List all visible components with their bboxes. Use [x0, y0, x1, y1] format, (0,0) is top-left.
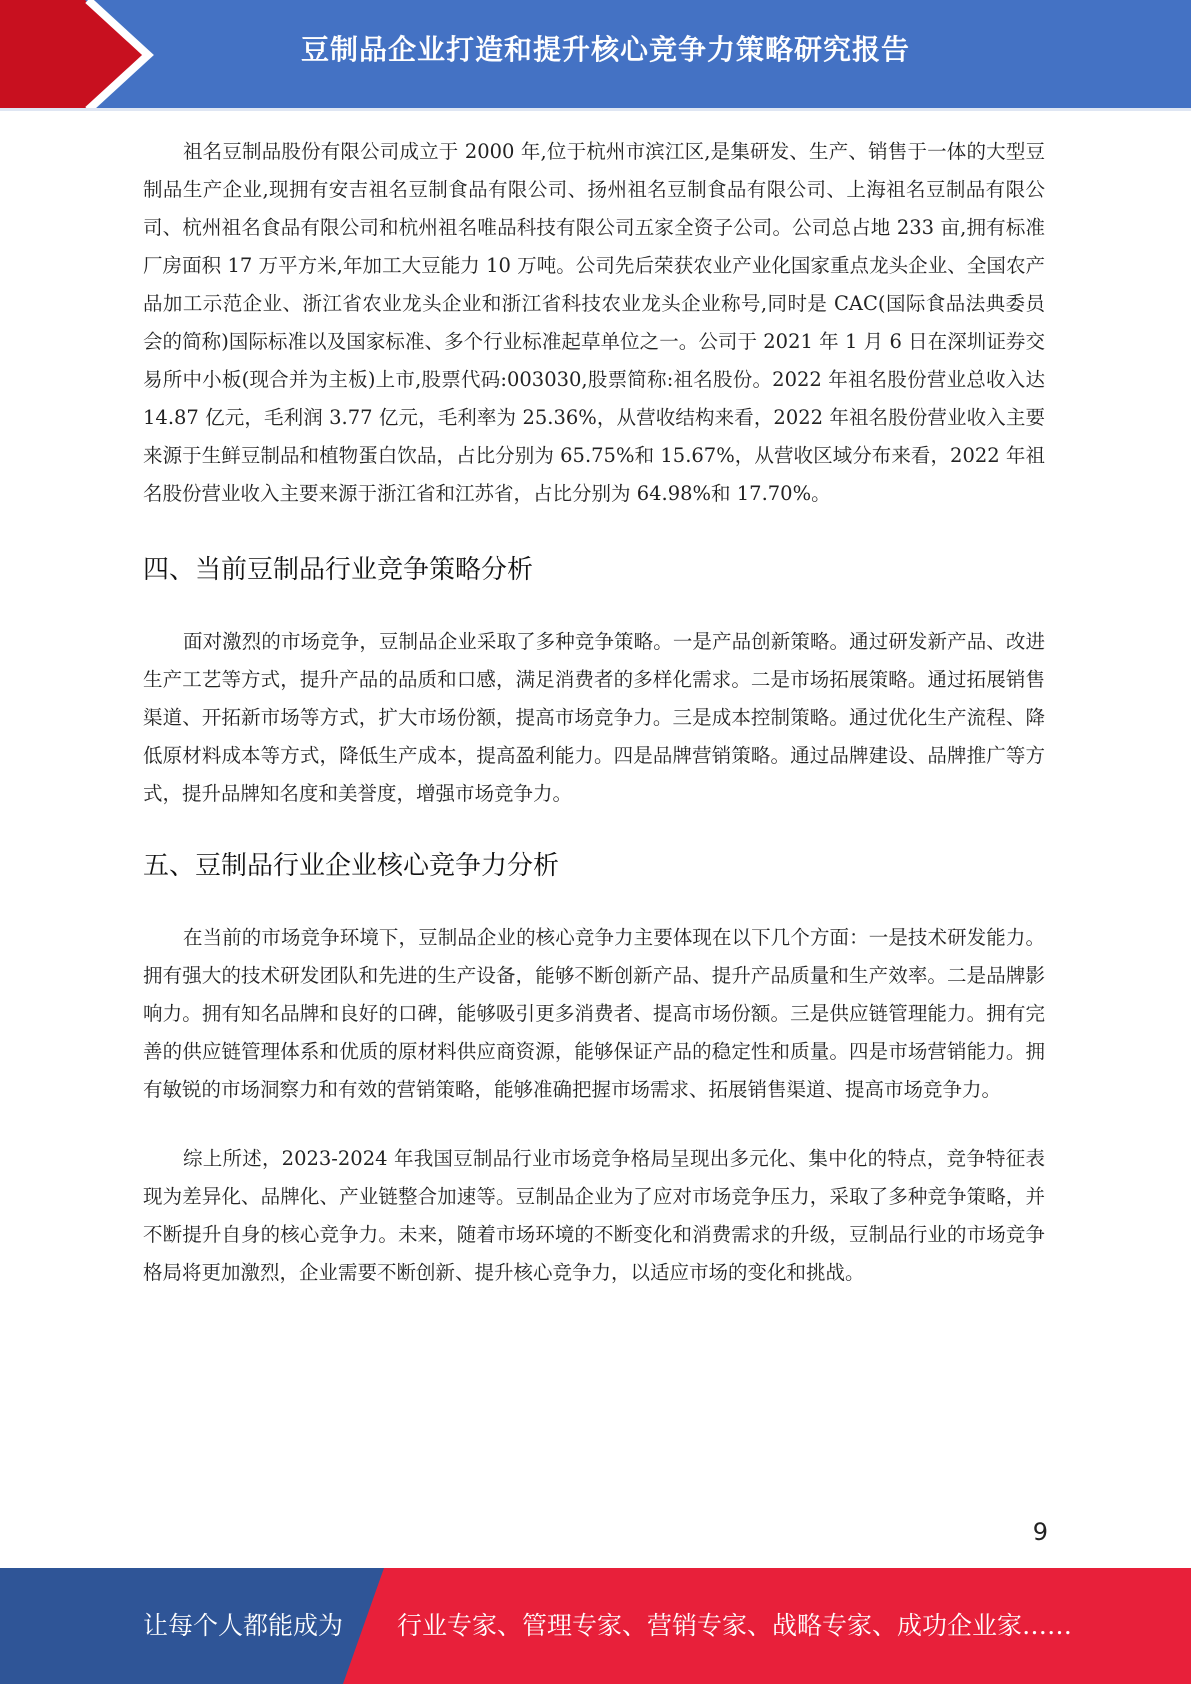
company-profile-paragraph: 祖名豆制品股份有限公司成立于 2000 年,位于杭州市滨江区,是集研发、生产、销售于一体的大型豆制品生产企业,现拥有安吉祖名豆制食品有限公司、扬州祖名豆制食品有限公司、上海祖名豆制品有限公司、杭州祖名食品有限公司和杭州祖名唯品科技有限公司五家全资子公司。公司总占地 233 亩,拥有标准厂房面积 17 万平方米,年加工大豆能力 10 万吨。公司先后荣获农业产业化国家重点龙头企业、全国农产品加工示范企业、浙江省农业龙头企业和浙江省科技农业龙头企业称号,同时是 CAC(国际食品法典委员会的简称)国际标准以及国家标准、多个行业标准起草单位之一。公司于 2021 年 1 月 6 日在深圳证券交易所中小板(现合并为主板)上市,股票代码:003030,股票简称:祖名股份。2022 年祖名股份营业总收入达 14.87 亿元，毛利润 3.77 亿元，毛利率为 25.36%，从营收结构来看，2022 年祖名股份营业收入主要来源于生鲜豆制品和植物蛋白饮品，占比分别为 65.75%和 15.67%，从营收区域分布来看，2022 年祖名股份营业收入主要来源于浙江省和江苏省，占比分别为 64.98%和 17.70%。	[143, 140, 1045, 505]
footer-slogan-left: 让每个人都能成为	[143, 1611, 344, 1640]
conclusion-paragraph: 综上所述，2023-2024 年我国豆制品行业市场竞争格局呈现出多元化、集中化的特点，竞争特征表现为差异化、品牌化、产业链整合加速等。豆制品企业为了应对市场竞争压力，采取了多种竞争策略，并不断提升自身的核心竞争力。未来，随着市场环境的不断变化和消费需求的升级，豆制品行业的市场竞争格局将更加激烈，企业需要不断创新、提升核心竞争力，以适应市场的变化和挑战。	[143, 1147, 1045, 1284]
footer-slogan-right: 行业专家、管理专家、营销专家、战略专家、成功企业家……	[397, 1611, 1073, 1640]
header-base-line	[0, 108, 1191, 111]
page-number: 9	[1032, 1518, 1048, 1546]
section-5-paragraph: 在当前的市场竞争环境下，豆制品企业的核心竞争力主要体现在以下几个方面：一是技术研发能力。拥有强大的技术研发团队和先进的生产设备，能够不断创新产品、提升产品质量和生产效率。二是品牌影响力。拥有知名品牌和良好的口碑，能够吸引更多消费者、提高市场份额。三是供应链管理能力。拥有完善的供应链管理体系和优质的原材料供应商资源，能够保证产品的稳定性和质量。四是市场营销能力。拥有敏锐的市场洞察力和有效的营销策略，能够准确把握市场需求、拓展销售渠道、提高市场竞争力。	[143, 926, 1045, 1101]
section-5-heading: 五、豆制品行业企业核心竞争力分析	[143, 851, 560, 881]
main-content	[143, 133, 1045, 1292]
document-title: 豆制品企业打造和提升核心竞争力策略研究报告	[300, 33, 910, 66]
page-footer	[0, 1568, 1191, 1684]
page-header	[0, 0, 1191, 111]
section-4-paragraph: 面对激烈的市场竞争，豆制品企业采取了多种竞争策略。一是产品创新策略。通过研发新产品、改进生产工艺等方式，提升产品的品质和口感，满足消费者的多样化需求。二是市场拓展策略。通过拓展销售渠道、开拓新市场等方式，扩大市场份额，提高市场竞争力。三是成本控制策略。通过优化生产流程、降低原材料成本等方式，降低生产成本，提高盈利能力。四是品牌营销策略。通过品牌建设、品牌推广等方式，提升品牌知名度和美誉度，增强市场竞争力。	[143, 630, 1045, 805]
section-4-heading: 四、当前豆制品行业竞争策略分析	[143, 555, 534, 585]
